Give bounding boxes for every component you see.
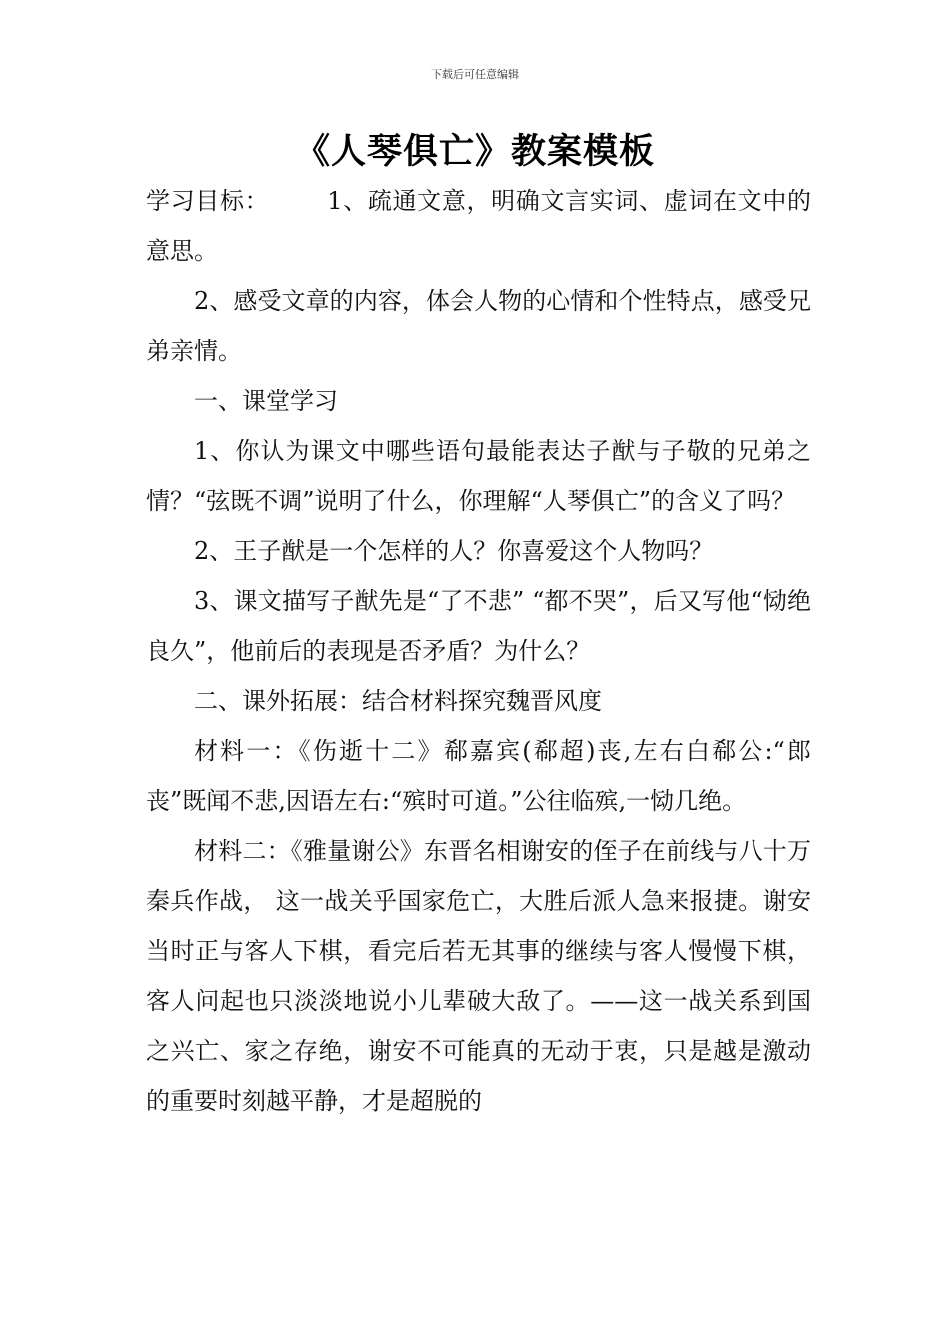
question-3: 3、课文描写子猷先是“了不悲” “都不哭”，后又写他“恸绝良久”，他前后的表现是否矛盾？为什么？ — [146, 587, 811, 665]
material-2: 材料二：《雅量谢公》东晋名相谢安的侄子在前线与八十万秦兵作战， 这一战关乎国家危亡，大胜后派人急来报捷。谢安当时正与客人下棋，看完后若无其事的继续与客人慢慢下棋，客人问起也只淡淡地说小儿辈破大敌了。——这一战关系到国之兴亡、家之存绝，谢安不可能真的无动于衷，只是越是激动的重要时刻越平静，才是超脱的 — [146, 837, 811, 1115]
page-title: 《人琴俱亡》教案模板 — [294, 132, 655, 172]
document-body — [146, 176, 811, 1126]
section2-heading: 二、课外拓展：结合材料探究魏晋风度 — [194, 687, 602, 715]
section1-heading: 一、课堂学习 — [194, 387, 338, 415]
objective-item-1: 1、疏通文意，明确文言实词、虚词在文中的意思。 — [146, 187, 811, 265]
material-1: 材料一：《伤逝十二》郗嘉宾(郗超)丧,左右白郗公:“郎 丧”既闻不悲,因语左右:“殡时可道。”公往临殡,一恸几绝。 — [146, 737, 811, 815]
objectives-label: 学习目标： — [146, 187, 270, 215]
objective-item-2: 2、感受文章的内容，体会人物的心情和个性特点，感受兄弟亲情。 — [146, 287, 811, 365]
question-1: 1、你认为课文中哪些语句最能表达子猷与子敬的兄弟之情？“弦既不调”说明了什么，你理解“人琴俱亡”的含义了吗？ — [146, 437, 811, 515]
header-note: 下载后可任意编辑 — [431, 68, 519, 81]
question-2: 2、王子猷是一个怎样的人？你喜爱这个人物吗？ — [194, 537, 714, 565]
objectives-paragraph — [146, 176, 811, 276]
